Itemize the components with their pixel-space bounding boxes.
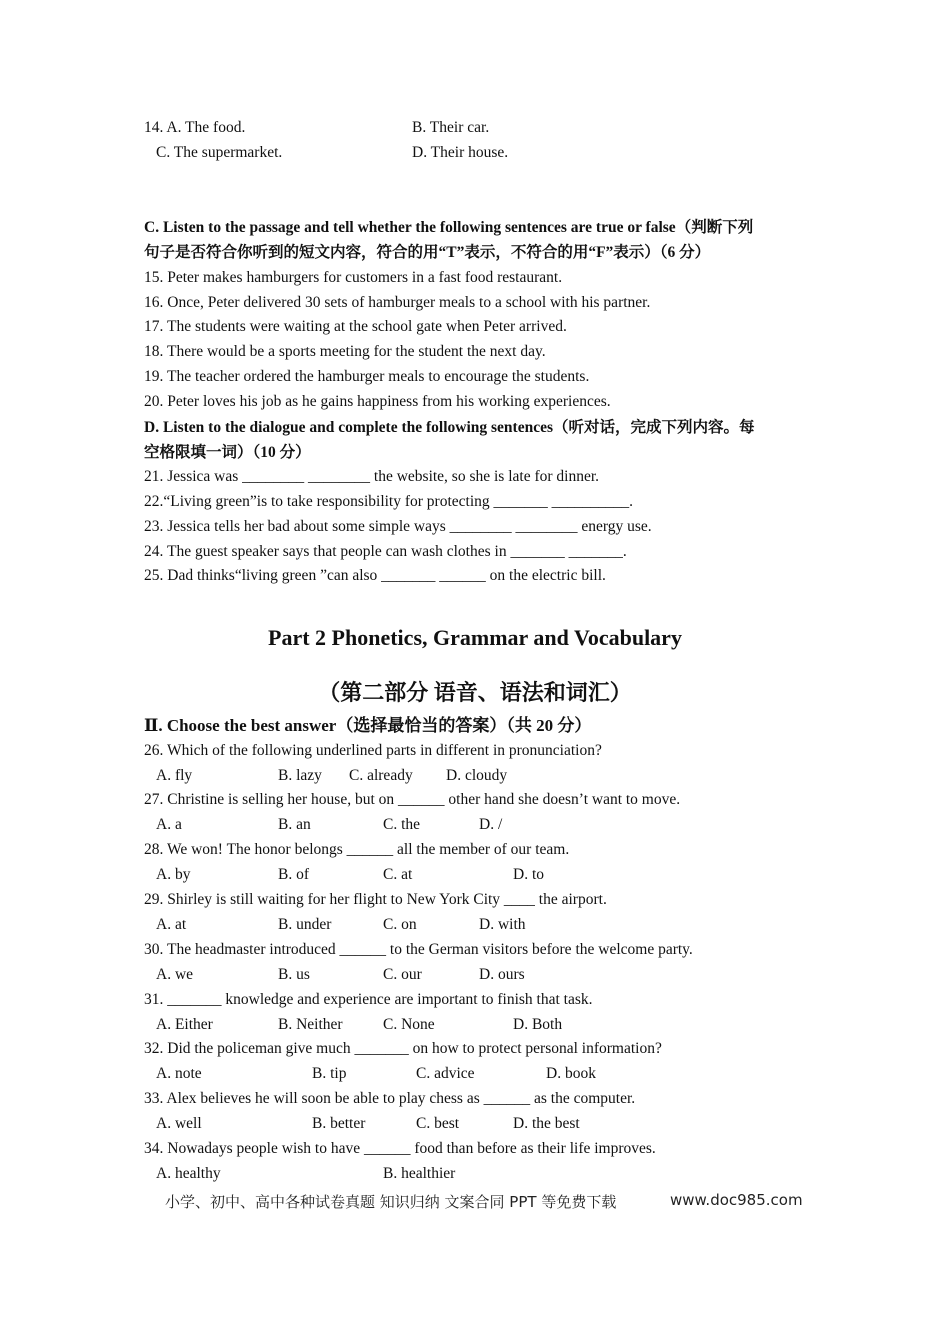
part2-title: Part 2 Phonetics, Grammar and Vocabulary [268,625,682,650]
section-c-title [144,218,753,238]
footer-text: 小学、初中、高中各种试卷真题 知识归纳 文案合同 PPT 等免费下载 [165,1193,617,1211]
question-stem: 28. We won! The honor belongs ______ all the member of our team. [144,841,570,858]
question-stem: 27. Christine is selling her house, but on ______ other hand she doesn’t want to move. [144,791,681,808]
section-d-item: 24. The guest speaker says that people can wash clothes in _______ _______. [144,543,627,560]
section-d-item: 23. Jessica tells her bad about some simple ways ________ ________ energy use. [144,518,652,535]
section-c-item: 20. Peter loves his job as he gains happiness from his working experiences. [144,393,611,410]
question-option: A. we [156,966,194,983]
question-option: B. Neither [278,1016,343,1033]
question-option: B. of [278,866,309,883]
q14-option-b: B. Their car. [412,119,490,136]
question-option: C. already [349,767,413,784]
question-option: B. us [278,966,310,983]
question-stem: 30. The headmaster introduced ______ to the German visitors before the welcome party. [144,941,693,958]
question-option: B. an [278,816,311,833]
section-c-item: 18. There would be a sports meeting for the student the next day. [144,343,546,360]
section-d-title-cn2: 空格限填一词）（10 分） [144,444,311,461]
section-d-title-en: D. Listen to the dialogue and complete the following sentences [144,419,554,436]
section-c-item: 15. Peter makes hamburgers for customers in a fast food restaurant. [144,269,563,286]
section-d-item: 21. Jessica was ________ ________ the website, so she is late for dinner. [144,468,600,485]
question-stem: 29. Shirley is still waiting for her flight to New York City ____ the airport. [144,891,607,908]
q14-line: 14. A. The food. [144,119,246,136]
question-stem: 33. Alex believes he will soon be able to play chess as ______ as the computer. [144,1090,636,1107]
question-option: D. cloudy [446,767,508,784]
question-option: C. best [416,1115,460,1132]
question-stem: 31. _______ knowledge and experience are important to finish that task. [144,991,593,1008]
question-option: D. to [513,866,544,883]
question-option: C. our [383,966,422,983]
section-d-title-cn1: （听对话，完成下列内容。每 [553,419,755,436]
question-option: A. at [156,916,187,933]
page-footer [165,1191,803,1212]
question-option: D. ours [479,966,525,983]
section-d-item: 22.“Living green”is to take responsibility for protecting _______ __________. [144,493,634,510]
question-option: A. Either [156,1016,213,1033]
q14-option-c: C. The supermarket. [156,144,283,161]
question-option: A. note [156,1065,202,1082]
question-option: B. under [278,916,332,933]
question-option: C. at [383,866,413,883]
question-option: C. advice [416,1065,475,1082]
section-c-title-en: C. Listen to the passage and tell whether the following sentences are true or false [144,219,676,236]
q14-option-d: D. Their house. [412,144,509,161]
question-option: B. healthier [383,1165,456,1182]
question-stem: 34. Nowadays people wish to have ______ food than before as their life improves. [144,1140,656,1157]
part2-title-cn: （第二部分 语音、语法和词汇） [318,680,632,705]
question-option: C. the [383,816,421,833]
question-option: A. a [156,816,182,833]
section-d-title [144,418,755,438]
question-stem: 32. Did the policeman give much _______ on how to protect personal information? [144,1040,662,1057]
question-option: D. / [479,816,503,833]
section-c-item: 19. The teacher ordered the hamburger meals to encourage the students. [144,368,590,385]
question-option: B. tip [312,1065,347,1082]
section-ii-title: Ⅱ. Choose the best answer（选择最恰当的答案）（共 20 分） [144,716,592,735]
question-option: A. by [156,866,191,883]
question-option: D. the best [513,1115,580,1132]
section-d-item: 25. Dad thinks“living green ”can also _______ ______ on the electric bill. [144,567,606,584]
question-option: B. lazy [278,767,322,784]
question-option: A. healthy [156,1165,221,1182]
question-option: A. well [156,1115,202,1132]
section-c-title-cn1: （判断下列 [675,219,754,236]
question-option: D. Both [513,1016,563,1033]
question-stem: 26. Which of the following underlined parts in different in pronunciation? [144,742,602,759]
question-option: D. book [546,1065,596,1082]
section-c-item: 17. The students were waiting at the school gate when Peter arrived. [144,318,567,335]
question-option: C. on [383,916,417,933]
footer-url[interactable]: www.doc985.com [670,1191,803,1209]
section-c-item: 16. Once, Peter delivered 30 sets of hamburger meals to a school with his partner. [144,294,651,311]
question-option: D. with [479,916,526,933]
question-option: C. None [383,1016,435,1033]
question-option: B. better [312,1115,366,1132]
question-option: A. fly [156,767,193,784]
section-c-title-cn2: 句子是否符合你听到的短文内容，符合的用“T”表示，不符合的用“F”表示）（6 分） [144,244,711,261]
